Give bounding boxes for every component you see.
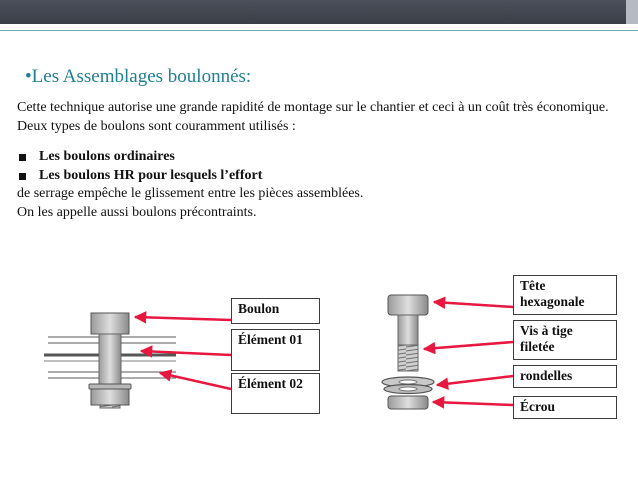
arrow-vis (424, 342, 513, 349)
slide-title: •Les Assemblages boulonnés: (25, 66, 252, 87)
label-tete-hexagonale: Tête hexagonale (513, 275, 617, 315)
arrow-tete (434, 302, 513, 307)
bullet-ordinary-bolts: Les boulons ordinaires (17, 148, 617, 167)
arrow-ecrou (433, 402, 513, 405)
paragraph-preloaded: On les appelle aussi boulons précontraints. (17, 204, 257, 220)
pointer-arrows (135, 302, 513, 405)
paragraph-intro: Cette technique autorise une grande rapidité de montage sur le chantier et ceci à un coût très économique. (17, 100, 609, 115)
label-ecrou: Écrou (513, 396, 617, 419)
arrow-rondelles (437, 376, 513, 385)
label-vis-tige-filetee: Vis à tige filetée (513, 320, 617, 360)
bullet-hr-bolts: Les boulons HR pour lesquels l’effort (17, 167, 617, 186)
label-element-01: Élément 01 (231, 329, 320, 371)
label-element-02: Élément 02 (231, 373, 320, 414)
arrow-element2 (160, 373, 231, 389)
left-bolt-assembly (44, 313, 176, 408)
paragraph-clamping: de serrage empêche le glissement entre les pièces assemblées. (17, 186, 364, 201)
arrow-boulon (135, 317, 231, 320)
paragraph-types: Deux types de boulons sont couramment utilisés : (17, 118, 296, 134)
label-boulon: Boulon (231, 298, 320, 324)
label-rondelles: rondelles (513, 365, 617, 388)
right-bolt-exploded (382, 295, 434, 409)
